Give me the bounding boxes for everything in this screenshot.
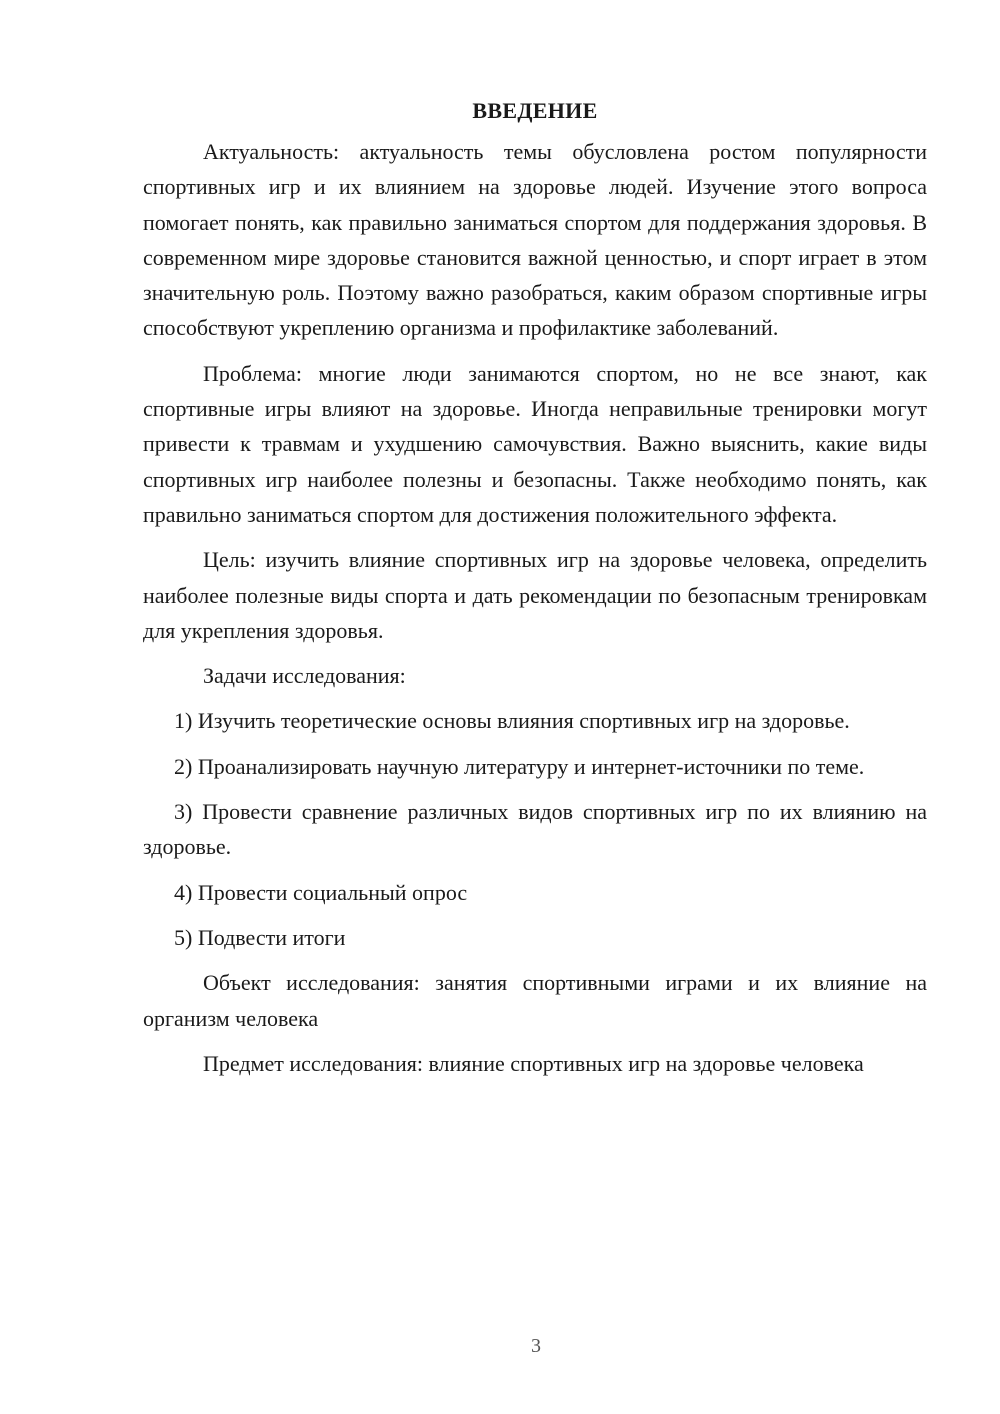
task-item-2: 2) Проанализировать научную литературу и интернет-источники по теме.: [174, 753, 865, 779]
subject-paragraph: Предмет исследования: влияние спортивных игр на здоровье человека: [203, 1050, 864, 1076]
task-item-3: 3) Провести сравнение различных видов спортивных игр по их влиянию на здоровье.: [143, 799, 927, 860]
task-item-4: 4) Провести социальный опрос: [174, 879, 468, 905]
section-title: ВВЕДЕНИЕ: [472, 98, 598, 123]
task-item-5: 5) Подвести итоги: [174, 924, 346, 950]
goal-paragraph: Цель: изучить влияние спортивных игр на здоровье человека, определить наиболее полезные виды спорта и дать рекомендации по безопасным тренировкам для укрепления здоровья.: [143, 547, 927, 643]
object-paragraph: Объект исследования: занятия спортивными играми и их влияние на организм человека: [143, 970, 927, 1031]
page-number: 3: [531, 1335, 541, 1357]
relevance-paragraph: Актуальность: актуальность темы обусловлена ростом популярности спортивных игр и их влиянием на здоровье людей. Изучение этого вопроса помогает понять, как правильно заниматься спортом для поддержания здоровья. В современном мире здоровье становится важной ценностью, и спорт играет в этом значительную роль. Поэтому важно разобраться, каким образом спортивные игры способствуют укреплению организма и профилактике заболеваний.: [143, 139, 927, 341]
problem-paragraph: Проблема: многие люди занимаются спортом, но не все знают, как спортивные игры влияют на здоровье. Иногда неправильные тренировки могут привести к травмам и ухудшению самочувствия. Важно выяснить, какие виды спортивных игр наиболее полезны и безопасны. Также необходимо понять, как правильно заниматься спортом для достижения положительного эффекта.: [143, 360, 927, 527]
page-content: [143, 96, 927, 1091]
tasks-heading: Задачи исследования:: [203, 663, 406, 689]
task-item-1: 1) Изучить теоретические основы влияния спортивных игр на здоровье.: [174, 708, 850, 734]
